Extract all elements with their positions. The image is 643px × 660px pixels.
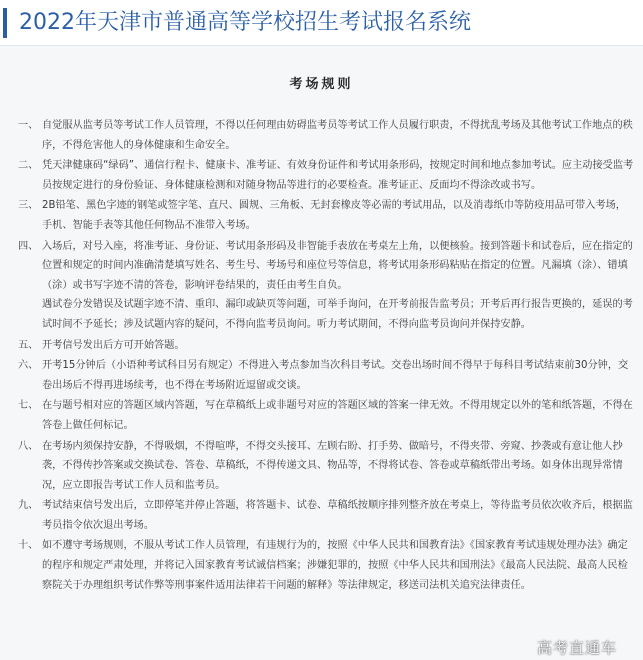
rule-text: 凭天津健康码“绿码”、通信行程卡、健康卡、准考证、有效身份证件和考试用条形码，按规定时间和地点参加考试。应主动接受监考员按规定进行的身份验证、身体健康检测和对随身物品等进行的必要检查。准考证正、反面均不得涂改或书写。 xyxy=(42,160,634,191)
rule-item xyxy=(18,437,636,496)
rule-item xyxy=(18,536,636,595)
rule-number: 四、 xyxy=(18,240,39,252)
rule-item xyxy=(18,156,636,195)
rule-item xyxy=(18,396,636,435)
header-accent-bar xyxy=(3,8,7,38)
rule-text: 在与题号相对应的答题区域内答题，写在草稿纸上或非题号对应的答题区域的答案一律无效。不得用规定以外的笔和纸答题，不得在答卷上做任何标记。 xyxy=(42,400,633,431)
rule-text: 自觉服从监考员等考试工作人员管理，不得以任何理由妨碍监考员等考试工作人员履行职责，不得扰乱考场及其他考试工作地点的秩序，不得危害他人的身体健康和生命安全。 xyxy=(42,120,633,151)
document-title: 考场规则 xyxy=(289,77,354,92)
rule-item xyxy=(18,116,636,155)
rule-text: 开考信号发出后方可开始答题。 xyxy=(42,339,185,351)
page-title: 2022年天津市普通高等学校招生考试报名系统 xyxy=(19,10,471,35)
rule-text: 如不遵守考场规则，不服从考试工作人员管理，有违规行为的，按照《中华人民共和国教育法》《国家教育考试违规处理办法》确定的程序和规定严肃处理，并将记入国家教育考试诚信档案；涉嫌犯罪的，按照《中华人民共和国刑法》《最高人民法院、最高人民检察院关于办理组织考试作弊等刑事案件适用法律若干问题的解释》等法律规定，移送司法机关追究法律责任。 xyxy=(42,540,628,591)
rule-number: 八、 xyxy=(18,440,39,452)
rule-number: 十、 xyxy=(18,540,39,552)
rule-number: 一、 xyxy=(18,120,39,131)
page-header xyxy=(0,0,643,46)
rule-text: 考试结束信号发出后，立即停笔并停止答题，将答题卡、试卷、草稿纸按顺序排列整齐放在考桌上，等待监考员依次收齐后，根据监考员指令依次退出考场。 xyxy=(42,500,633,531)
rule-item xyxy=(18,336,636,356)
rule-number: 七、 xyxy=(18,400,39,412)
rule-text: 开考15分钟后（小语种考试科目另有规定）不得进入考点参加当次科目考试。交卷出场时间不得早于每科目考试结束前30分钟，交卷出场后不得再进场续考，也不得在考场附近逗留或交谈。 xyxy=(42,360,629,391)
rule-number: 二、 xyxy=(18,160,39,172)
rule-item xyxy=(18,237,636,335)
rule-item xyxy=(18,196,636,235)
rule-number: 五、 xyxy=(18,339,39,351)
rule-item xyxy=(18,356,636,395)
rule-item xyxy=(18,496,636,535)
watermark: 高考直通车 xyxy=(536,639,617,657)
rule-text: 在考场内须保持安静，不得吸烟，不得喧哗，不得交头接耳、左顾右盼、打手势、做暗号，不得夹带、旁窥、抄袭或有意让他人抄袭，不得传抄答案或交换试卷、答卷、草稿纸，不得传递文具、物品等，不得将试卷、答卷或草稿纸带出考场。如身体出现异常情况，应立即报告考试工作人员和监考员。 xyxy=(42,440,623,491)
rules-list xyxy=(18,116,636,596)
rule-number: 九、 xyxy=(18,500,39,512)
rule-text: 2B铅笔、黑色字迹的钢笔或签字笔、直尺、圆规、三角板、无封套橡皮等必需的考试用品，以及消毒纸巾等防疫用品可带入考场，手机、智能手表等其他任何物品不准带入考场。 xyxy=(42,200,626,231)
rule-text: 入场后，对号入座，将准考证、身份证、考试用条形码及非智能手表放在考桌左上角，以便核验。接到答题卡和试卷后，应在指定的位置和规定的时间内准确清楚填写姓名、考生号、考场号和座位号等信息，将考试用条形码粘贴在指定的位置。凡漏填（涂）、错填（涂）或书写字迹不清的答卷，影响评卷结果的，责任由考生自负。 xyxy=(42,240,633,291)
rule-number: 六、 xyxy=(18,360,39,372)
rule-text: 遇试卷分发错误及试题字迹不清、重印、漏印或缺页等问题，可举手询问，在开考前报告监考员；开考后再行报告更换的，延误的考试时间不予延长；涉及试题内容的疑问，不得向监考员询问。听力考试期间，不得向监考员询问并保持安静。 xyxy=(42,299,633,330)
rule-number: 三、 xyxy=(18,200,39,212)
